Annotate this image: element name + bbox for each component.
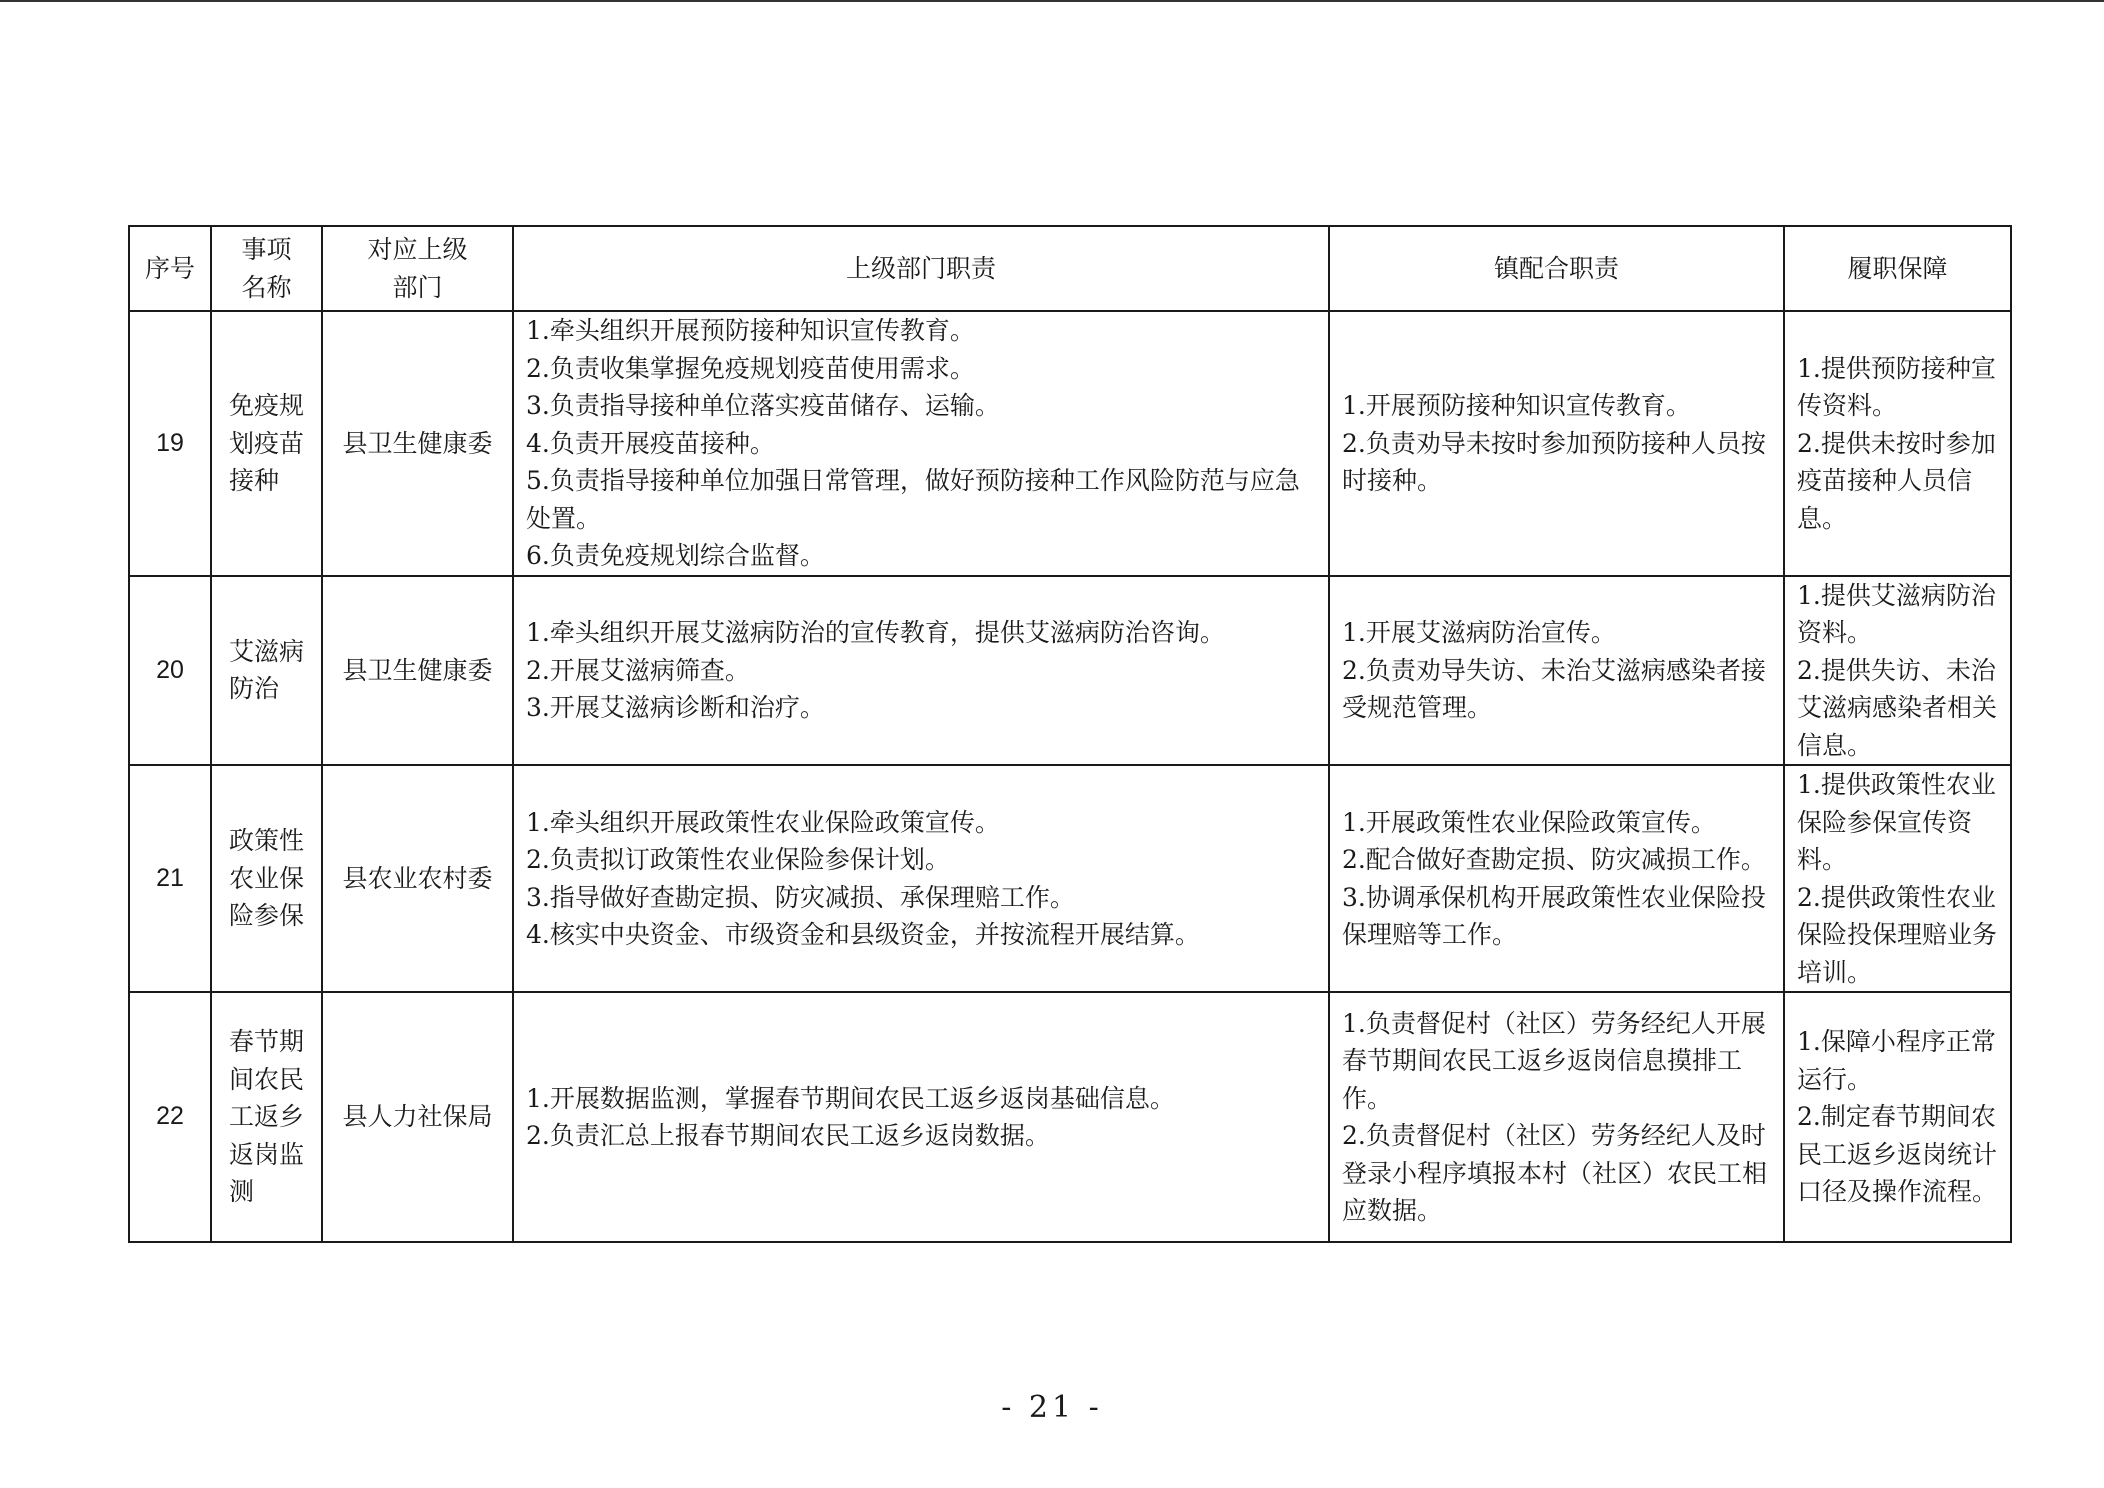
- row-guarantee: 1.保障小程序正常运行。 2.制定春节期间农民工返乡返岗统计口径及操作流程。: [1784, 992, 2011, 1242]
- row-town-duty: 1.负责督促村（社区）劳务经纪人开展春节期间农民工返乡返岗信息摸排工作。 2.负责督促村（社区）劳务经纪人及时登录小程序填报本村（社区）农民工相应数据。: [1329, 992, 1784, 1242]
- duty-table: [128, 225, 2012, 1243]
- row-department: 县卫生健康委: [322, 576, 513, 766]
- row-upper-duty: 1.开展数据监测，掌握春节期间农民工返乡返岗基础信息。 2.负责汇总上报春节期间农民工返乡返岗数据。: [513, 992, 1329, 1242]
- row-seq: 21: [129, 765, 211, 992]
- header-seq: 序号: [129, 226, 211, 311]
- header-department: 对应上级 部门: [322, 226, 513, 311]
- row-item-name: 免疫规 划疫苗 接种: [211, 311, 322, 576]
- row-town-duty: 1.开展政策性农业保险政策宣传。 2.配合做好查勘定损、防灾减损工作。 3.协调承保机构开展政策性农业保险投保理赔等工作。: [1329, 765, 1784, 992]
- table-row: [129, 311, 2011, 576]
- table-body: [129, 311, 2011, 1242]
- row-town-duty: 1.开展艾滋病防治宣传。 2.负责劝导失访、未治艾滋病感染者接受规范管理。: [1329, 576, 1784, 766]
- top-border-rule: [0, 0, 2104, 2]
- row-item-name: 春节期 间农民 工返乡 返岗监 测: [211, 992, 322, 1242]
- row-upper-duty: 1.牵头组织开展预防接种知识宣传教育。 2.负责收集掌握免疫规划疫苗使用需求。 3.负责指导接种单位落实疫苗储存、运输。 4.负责开展疫苗接种。 5.负责指导接种单位加强日常管理，做好预防接种工作风险防范与应急处置。 6.负责免疫规划综合监督。: [513, 311, 1329, 576]
- row-item-name: 政策性 农业保 险参保: [211, 765, 322, 992]
- header-guarantee: 履职保障: [1784, 226, 2011, 311]
- table-row: [129, 765, 2011, 992]
- row-guarantee: 1.提供预防接种宣传资料。 2.提供未按时参加疫苗接种人员信息。: [1784, 311, 2011, 576]
- row-department: 县人力社保局: [322, 992, 513, 1242]
- row-seq: 20: [129, 576, 211, 766]
- row-guarantee: 1.提供政策性农业保险参保宣传资料。 2.提供政策性农业保险投保理赔业务培训。: [1784, 765, 2011, 992]
- header-upper-duty: 上级部门职责: [513, 226, 1329, 311]
- row-town-duty: 1.开展预防接种知识宣传教育。 2.负责劝导未按时参加预防接种人员按时接种。: [1329, 311, 1784, 576]
- table-row: [129, 992, 2011, 1242]
- table-row: [129, 576, 2011, 766]
- row-guarantee: 1.提供艾滋病防治资料。 2.提供失访、未治艾滋病感染者相关信息。: [1784, 576, 2011, 766]
- row-seq: 19: [129, 311, 211, 576]
- row-seq: 22: [129, 992, 211, 1242]
- row-upper-duty: 1.牵头组织开展政策性农业保险政策宣传。 2.负责拟订政策性农业保险参保计划。 3.指导做好查勘定损、防灾减损、承保理赔工作。 4.核实中央资金、市级资金和县级资金，并按流程开展结算。: [513, 765, 1329, 992]
- row-department: 县卫生健康委: [322, 311, 513, 576]
- row-upper-duty: 1.牵头组织开展艾滋病防治的宣传教育，提供艾滋病防治咨询。 2.开展艾滋病筛查。 3.开展艾滋病诊断和治疗。: [513, 576, 1329, 766]
- header-town-duty: 镇配合职责: [1329, 226, 1784, 311]
- row-department: 县农业农村委: [322, 765, 513, 992]
- header-item-name: 事项 名称: [211, 226, 322, 311]
- page-number: - 21 -: [1001, 1390, 1103, 1425]
- table-header-row: [129, 226, 2011, 311]
- row-item-name: 艾滋病 防治: [211, 576, 322, 766]
